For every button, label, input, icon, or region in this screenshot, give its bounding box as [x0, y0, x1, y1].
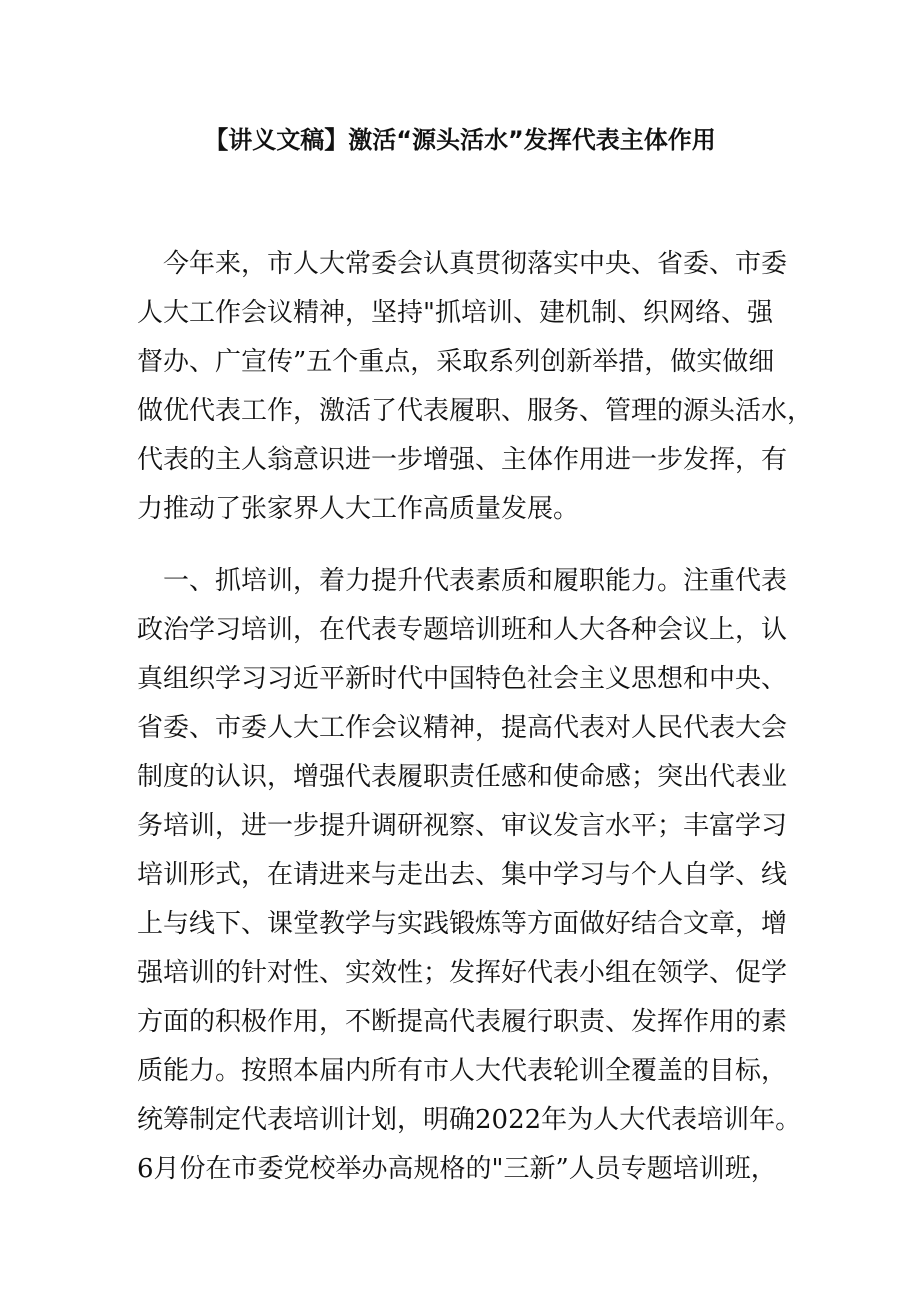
- text-line: 方面的积极作用，不断提高代表履行职责、发挥作用的素: [137, 1007, 788, 1037]
- paragraph-intro: [137, 240, 814, 534]
- document-title: 【讲义文稿】激活“源头活水”发挥代表主体作用: [204, 126, 716, 154]
- paragraph-spacer: [137, 534, 787, 557]
- text-line: 制度的认识，增强代表履职责任感和使命感；突出代表业: [137, 762, 788, 792]
- text-line: 上与线下、课堂教学与实践锻炼等方面做好结合文章，增: [137, 909, 788, 939]
- text-line: 培训形式，在请进来与走出去、集中学习与个人自学、线: [137, 860, 788, 890]
- text-line: 代表的主人翁意识进一步增强、主体作用进一步发挥，有: [137, 445, 788, 475]
- text-line: 强培训的针对性、实效性；发挥好代表小组在领学、促学: [137, 958, 788, 988]
- text-line: 务培训，进一步提升调研视察、审议发言水平；丰富学习: [137, 811, 788, 841]
- text-line: 督办、广宣传”五个重点，采取系列创新举措，做实做细: [137, 347, 775, 377]
- paragraph-training: [137, 557, 802, 1194]
- document-body: [137, 240, 814, 1194]
- text-line: 力推动了张家界人大工作高质量发展。: [137, 494, 580, 524]
- text-line: 做优代表工作，激活了代表履职、服务、管理的源头活水，: [137, 396, 814, 426]
- text-line: 人大工作会议精神，坚持"抓培训、建机制、织网络、强: [137, 298, 773, 328]
- text-line: 政治学习培训，在代表专题培训班和人大各种会议上，认: [137, 615, 788, 645]
- text-line: 质能力。按照本届内所有市人大代表轮训全覆盖的目标，: [137, 1056, 788, 1086]
- text-line: 省委、市委人大工作会议精神，提高代表对人民代表大会: [137, 713, 788, 743]
- text-line: 6月份在市委党校举办高规格的"三新”人员专题培训班，: [137, 1154, 777, 1184]
- text-line: 一、抓培训，着力提升代表素质和履职能力。注重代表: [137, 566, 788, 596]
- text-line: 统筹制定代表培训计划，明确2022年为人大代表培训年。: [137, 1105, 802, 1135]
- text-line: 今年来，市人大常委会认真贯彻落实中央、省委、市委: [137, 249, 788, 279]
- text-line: 真组织学习习近平新时代中国特色社会主义思想和中央、: [137, 664, 788, 694]
